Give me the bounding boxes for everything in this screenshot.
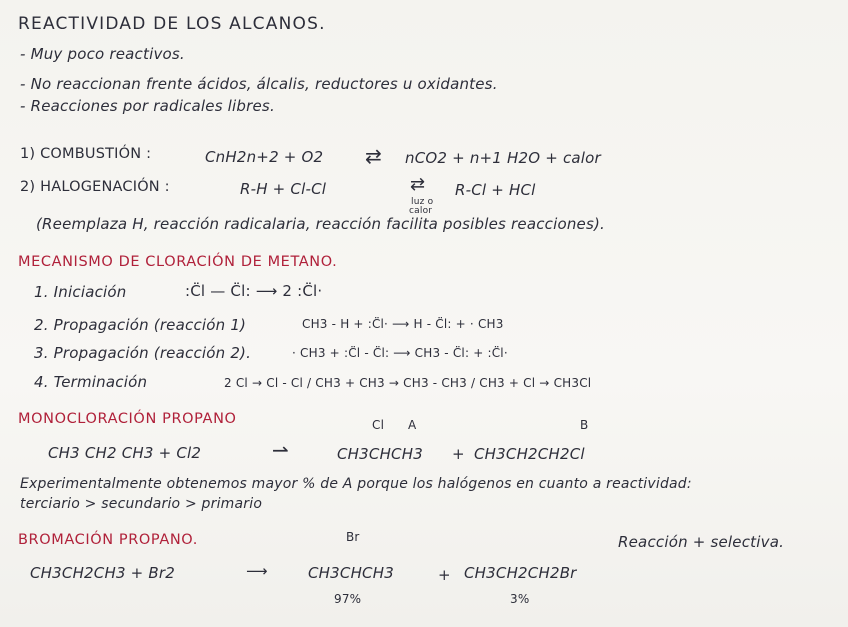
halogenacion-products: R-Cl + HCl	[455, 181, 536, 199]
annotation-br: Br	[346, 530, 360, 544]
halogenacion-note: (Reemplaza H, reacción radicalaria, reacción facilita posibles reacciones).	[36, 215, 606, 233]
step-3-equation: · CH3 + :C̈l - C̈l: ⟶ CH3 - C̈l: + :C̈l·	[292, 346, 508, 360]
halogenacion-condition-1: luz o	[411, 197, 434, 207]
monocloracion-plus: +	[452, 445, 465, 463]
step-4-label: 4. Terminación	[34, 373, 148, 391]
combustion-products: nCO2 + n+1 H2O + calor	[405, 149, 601, 167]
step-2-label: 2. Propagación (reacción 1)	[34, 316, 247, 334]
monocloracion-reactants: CH3 CH2 CH3 + Cl2	[48, 444, 202, 462]
step-2-equation: CH3 - H + :C̈l· ⟶ H - C̈l: + · CH3	[302, 317, 504, 331]
annotation-b: B	[580, 418, 589, 432]
bromacion-reactants: CH3CH2CH3 + Br2	[30, 564, 175, 582]
monocloracion-heading: MONOCLORACIÓN PROPANO	[18, 411, 237, 427]
bromacion-note: Reacción + selectiva.	[618, 533, 785, 551]
step-1-label: 1. Iniciación	[34, 283, 127, 301]
bullet-1: - Muy poco reactivos.	[20, 45, 185, 63]
halogenacion-condition-2: calor	[409, 206, 433, 216]
step-4-equation: 2 Cl → Cl - Cl / CH3 + CH3 → CH3 - CH3 / CH3 + Cl → CH3Cl	[224, 376, 592, 390]
step-1-equation: :C̈l — C̈l: ⟶ 2 :C̈l·	[185, 282, 323, 300]
reactivity-order: terciario > secundario > primario	[20, 496, 263, 512]
bromacion-product-a: CH3CHCH3	[308, 564, 394, 582]
mecanismo-heading: MECANISMO DE CLORACIÓN DE METANO.	[18, 254, 338, 270]
bromacion-arrow: ⟶	[246, 562, 268, 580]
yield-a: 97%	[334, 592, 362, 606]
step-3-label: 3. Propagación (reacción 2).	[34, 344, 252, 362]
bromacion-product-b: CH3CH2CH2Br	[464, 564, 577, 582]
combustion-arrow: ⇄	[365, 144, 382, 168]
page-title: REACTIVIDAD DE LOS ALCANOS.	[18, 14, 326, 34]
combustion-reactants: CnH2n+2 + O2	[205, 148, 324, 166]
halogenacion-arrow: ⇄	[410, 174, 426, 195]
bullet-3: - Reacciones por radicales libres.	[20, 97, 275, 115]
annotation-cl: Cl	[372, 418, 385, 432]
halogenacion-label: 2) HALOGENACIÓN :	[20, 179, 170, 195]
halogenacion-reactants: R-H + Cl-Cl	[240, 180, 327, 198]
monocloracion-arrow: ⇀	[272, 438, 289, 462]
monocloracion-product-a: CH3CHCH3	[337, 445, 423, 463]
bromacion-plus: +	[438, 566, 451, 584]
monocloracion-explanation: Experimentalmente obtenemos mayor % de A porque los halógenos en cuanto a reactividad:	[20, 476, 692, 492]
combustion-label: 1) COMBUSTIÓN :	[20, 146, 152, 162]
annotation-a: A	[408, 418, 417, 432]
monocloracion-product-b: CH3CH2CH2Cl	[474, 445, 585, 463]
bullet-2: - No reaccionan frente ácidos, álcalis, reductores u oxidantes.	[20, 75, 498, 93]
bromacion-heading: BROMACIÓN PROPANO.	[18, 532, 198, 548]
yield-b: 3%	[510, 592, 530, 606]
